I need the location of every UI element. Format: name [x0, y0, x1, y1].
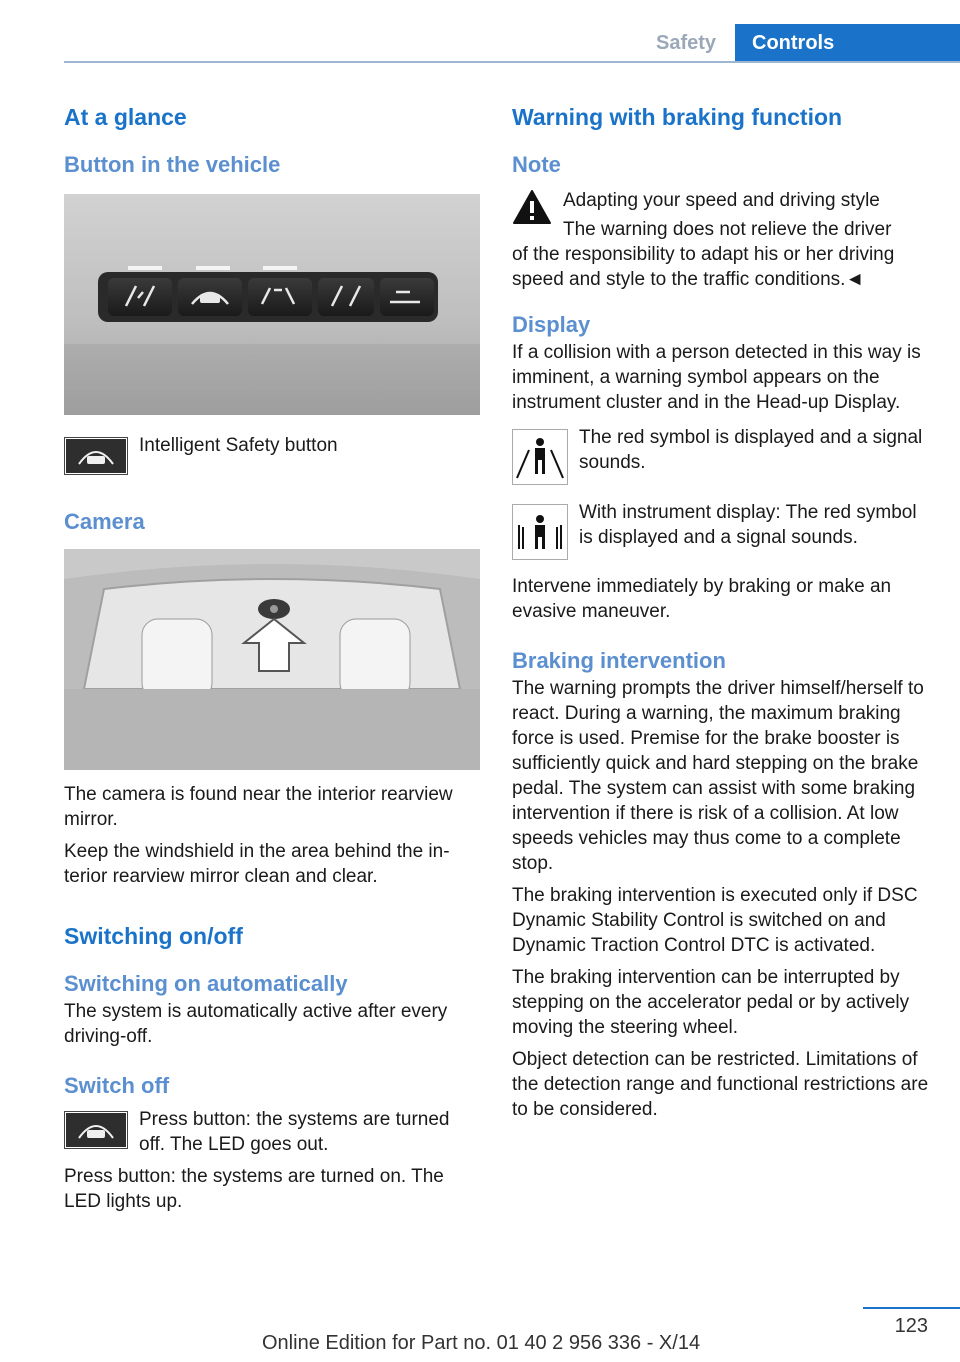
pedestrian-warning-icon [512, 429, 568, 485]
heading-note: Note [512, 152, 561, 177]
heading-display: Display [512, 312, 591, 337]
tab-safety[interactable]: Safety [637, 24, 735, 62]
pedestrian-warning-icon-instrument [512, 504, 568, 560]
intelligent-safety-button-label: Intelligent Safety button [139, 435, 338, 456]
switch-off-icon-text: Press button: the systems are turned off. The LED goes out. [139, 1109, 450, 1155]
button-panel-photo [64, 194, 480, 415]
heading-switching-on-off: Switching on/off [64, 923, 243, 949]
page-number: 123 [894, 1315, 928, 1337]
switch-on-paragraph: Press button: the systems are turned on. The LED lights up. [64, 1166, 444, 1212]
switch-off-button-icon [64, 1111, 128, 1149]
heading-at-a-glance: At a glance [64, 104, 187, 130]
braking-paragraph-2: The braking intervention is executed only if DSC Dynamic Stability Control is switched on and Dynamic Traction Control DTC is activated. [512, 885, 918, 956]
note-line-2: The warning does not relieve the driver [563, 219, 892, 240]
symbol-1-text: The red symbol is displayed and a signal sounds. [579, 427, 923, 473]
symbol-2-text: With instrument display: The red symbol is displayed and a signal sounds. [579, 502, 917, 548]
heading-button-in-vehicle: Button in the vehicle [64, 152, 281, 177]
footer-edition: Online Edition for Part no. 01 40 2 956 336 - X/14 [262, 1332, 701, 1354]
note-paragraph: of the responsibility to adapt his or her driving speed and style to the traffic conditions.◄ [512, 244, 895, 290]
heading-switching-on-automatically: Switching on automatically [64, 971, 348, 996]
braking-paragraph-3: The braking intervention can be interrupted by stepping on the accelerator pedal or by actively moving the steering wheel. [512, 967, 910, 1038]
heading-camera: Camera [64, 509, 145, 534]
camera-photo [64, 549, 480, 770]
symbol-row-1 [512, 427, 932, 485]
auto-paragraph: The system is automatically active after every driving-off. [64, 1001, 448, 1047]
camera-illustration [64, 549, 480, 770]
camera-paragraph-1: The camera is found near the interior rearview mirror. [64, 784, 453, 830]
braking-paragraph-1: The warning prompts the driver himself/herself to react. During a warning, the maximum braking force is used. Premise for the brake booster is sufficiently quick and hard stepping on the brake pedal. The system can assist with some braking intervention if there is risk of a collision. At low speeds vehicles may thus come to a complete stop. [512, 678, 924, 874]
heading-warning-braking: Warning with braking function [512, 104, 843, 130]
left-column [64, 100, 480, 1214]
intervene-paragraph: Intervene immediately by braking or make an evasive maneuver. [512, 576, 892, 622]
note-row [512, 188, 932, 242]
switch-off-row [64, 1109, 480, 1157]
braking-paragraph-4: Object detection can be restricted. Limitations of the detection range and functional restrictions are to be considered. [512, 1049, 929, 1120]
footer-rule [863, 1307, 960, 1309]
header-tabs [637, 24, 960, 62]
warning-triangle-icon [512, 188, 552, 226]
intelligent-safety-row [64, 435, 480, 475]
button-panel-illustration [64, 194, 480, 415]
tab-controls[interactable]: Controls [735, 24, 960, 62]
heading-switch-off: Switch off [64, 1073, 170, 1098]
header-rule [64, 61, 960, 63]
symbol-row-2 [512, 502, 932, 560]
note-line-1: Adapting your speed and driving style [563, 190, 880, 211]
display-paragraph: If a collision with a person detected in this way is imminent, a warning symbol appears on the instrument cluster and in the Head-up Display. [512, 342, 921, 413]
heading-braking-intervention: Braking intervention [512, 648, 726, 673]
intelligent-safety-button-icon [64, 437, 128, 475]
right-column [512, 100, 932, 1122]
camera-paragraph-2: Keep the windshield in the area behind the interior rearview mirror clean and clear. [64, 841, 450, 887]
